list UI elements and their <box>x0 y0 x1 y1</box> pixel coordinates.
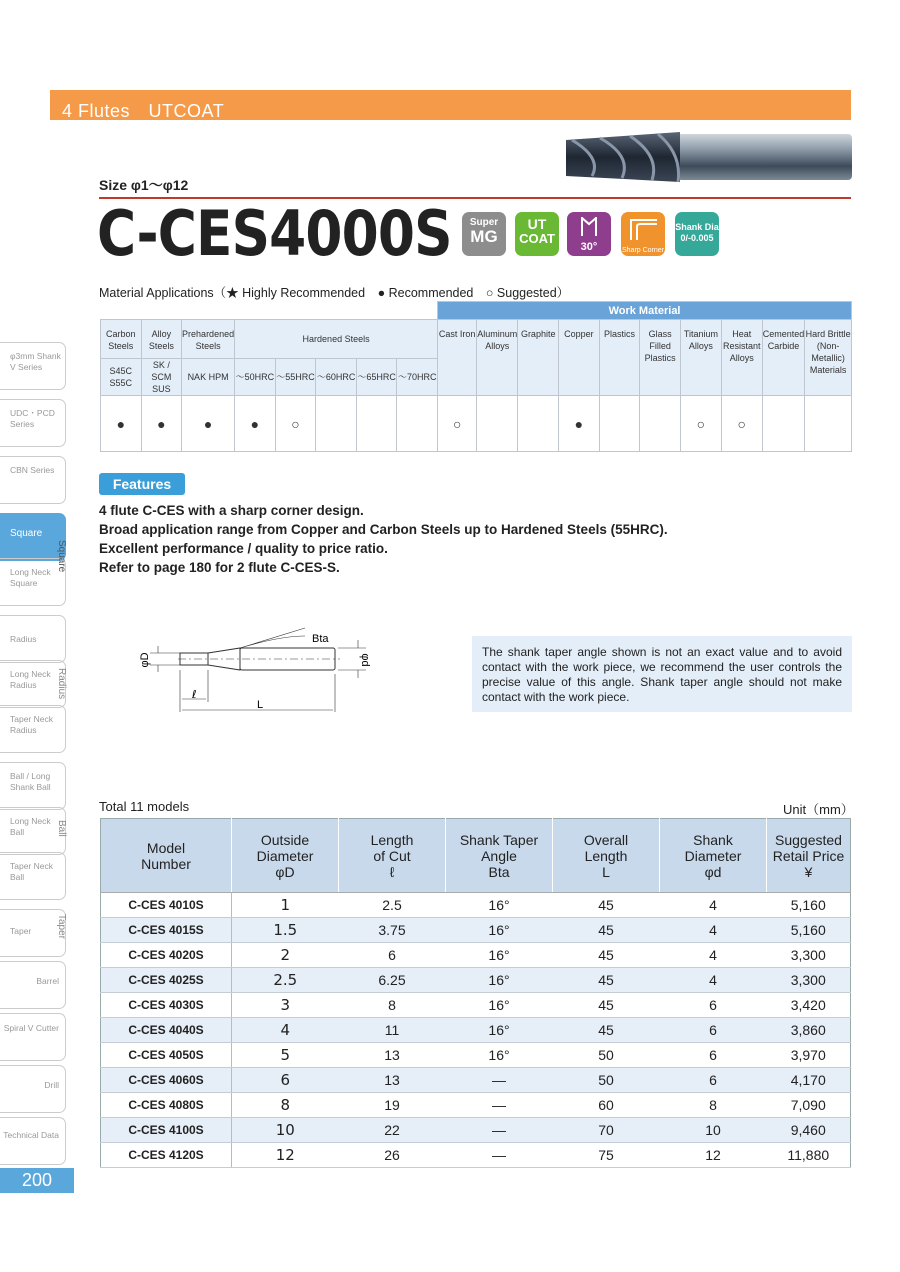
table-cell: 1 <box>232 893 339 918</box>
table-cell: 50 <box>553 1068 660 1093</box>
table-cell: 26 <box>339 1143 446 1168</box>
material-name: Cast Iron <box>438 320 477 396</box>
material-name: Alloy Steels <box>141 320 181 359</box>
table-cell: 3,300 <box>767 943 851 968</box>
column-header: Shank Diameter φd <box>660 819 767 893</box>
table-cell: C-CES 4050S <box>101 1043 232 1068</box>
suitability-mark: ○ <box>681 396 722 452</box>
table-cell: 70 <box>553 1118 660 1143</box>
sidebar-item-taper[interactable]: Taper <box>0 909 66 957</box>
table-cell: 16° <box>446 943 553 968</box>
suitability-mark <box>762 396 805 452</box>
table-cell: 16° <box>446 968 553 993</box>
table-cell: 11,880 <box>767 1143 851 1168</box>
sharp-corner-badge <box>621 212 665 256</box>
table-cell: 45 <box>553 943 660 968</box>
suitability-mark <box>805 396 852 452</box>
bta-label: Bta <box>312 633 329 645</box>
table-row <box>101 943 851 968</box>
table-cell: 16° <box>446 1018 553 1043</box>
table-cell: 6 <box>232 1068 339 1093</box>
sidebar-item-udc-pcd[interactable]: UDC・PCD Series <box>0 399 66 447</box>
feature-line: Broad application range from Copper and Carbon Steels up to Hardened Steels (55HRC). <box>99 522 668 537</box>
sidebar-item-taper-neck-ball[interactable]: Taper Neck Ball <box>0 852 66 900</box>
badge-text: Sharp Corner <box>621 247 665 254</box>
suitability-mark: ○ <box>721 396 762 452</box>
suitability-mark: ○ <box>438 396 477 452</box>
table-row <box>101 1118 851 1143</box>
badge-text: Super <box>469 217 499 228</box>
table-cell: 22 <box>339 1118 446 1143</box>
feature-line: Excellent performance / quality to price ratio. <box>99 541 388 556</box>
helix-icon <box>567 212 611 240</box>
table-cell: 1.5 <box>232 918 339 943</box>
material-name: Plastics <box>599 320 640 396</box>
table-row <box>101 1143 851 1168</box>
material-name: Copper <box>559 320 600 396</box>
column-header: Overall Length L <box>553 819 660 893</box>
suitability-mark <box>599 396 640 452</box>
table-cell: 4,170 <box>767 1068 851 1093</box>
material-name: Carbon Steels <box>101 320 142 359</box>
table-cell: C-CES 4040S <box>101 1018 232 1043</box>
hardness-range: ～70HRC <box>397 359 438 396</box>
table-cell: 4 <box>660 943 767 968</box>
table-cell: 12 <box>232 1143 339 1168</box>
spec-table <box>100 818 851 1168</box>
sidebar-group-radius: Radius <box>56 668 67 700</box>
table-cell: C-CES 4120S <box>101 1143 232 1168</box>
table-cell: 7,090 <box>767 1093 851 1118</box>
table-cell: 5,160 <box>767 893 851 918</box>
table-cell: C-CES 4030S <box>101 993 232 1018</box>
length-of-cut-label: ℓ <box>192 688 197 701</box>
hardness-range: ～60HRC <box>316 359 357 396</box>
super-mg-badge <box>462 212 506 256</box>
material-name: Aluminum Alloys <box>477 320 518 396</box>
hardness-range: ～55HRC <box>275 359 316 396</box>
badge-text: 0/-0.005 <box>680 233 714 243</box>
material-name: Cemented Carbide <box>762 320 805 396</box>
table-cell: 2 <box>232 943 339 968</box>
hardness-range: ～50HRC <box>235 359 276 396</box>
suitability-mark <box>316 396 357 452</box>
material-grade: SK / SCM SUS <box>141 359 181 396</box>
material-grade: NAK HPM <box>182 359 235 396</box>
overall-length-label: L <box>257 699 264 711</box>
suitability-mark: ● <box>235 396 276 452</box>
sidebar-group-square: Square <box>56 540 67 573</box>
table-cell: 45 <box>553 968 660 993</box>
table-cell: 11 <box>339 1018 446 1043</box>
spec-header-row <box>101 819 851 893</box>
table-row <box>101 918 851 943</box>
suitability-mark <box>356 396 397 452</box>
table-cell: 9,460 <box>767 1118 851 1143</box>
table-cell: 16° <box>446 993 553 1018</box>
table-cell: 3.75 <box>339 918 446 943</box>
table-cell: 4 <box>660 893 767 918</box>
sidebar-item-barrel[interactable]: Barrel <box>0 961 66 1009</box>
features-tag: Features <box>99 473 185 495</box>
material-table <box>100 301 852 452</box>
table-cell: — <box>446 1143 553 1168</box>
suitability-mark <box>518 396 559 452</box>
sidebar-item-spiral-v-cutter[interactable]: Spiral V Cutter <box>0 1013 66 1061</box>
table-row <box>101 1093 851 1118</box>
table-cell: 16° <box>446 918 553 943</box>
table-cell: 6 <box>660 993 767 1018</box>
table-cell: 4 <box>660 968 767 993</box>
table-cell: 8 <box>660 1093 767 1118</box>
helix-angle-badge <box>567 212 611 256</box>
page-number: 200 <box>0 1168 74 1193</box>
hardness-range: ～65HRC <box>356 359 397 396</box>
total-models: Total 11 models <box>99 799 190 814</box>
dimension-diagram <box>130 622 380 722</box>
table-cell: 12 <box>660 1143 767 1168</box>
table-row <box>101 1068 851 1093</box>
sidebar-item-cbn[interactable]: CBN Series <box>0 456 66 504</box>
suitability-mark: ● <box>101 396 142 452</box>
table-cell: 45 <box>553 993 660 1018</box>
table-cell: C-CES 4100S <box>101 1118 232 1143</box>
end-mill-image <box>562 128 854 186</box>
table-cell: 2.5 <box>339 893 446 918</box>
table-row <box>101 968 851 993</box>
section-header-bar <box>50 90 851 120</box>
table-row <box>101 1043 851 1068</box>
material-name: Hard Brittle (Non-Metallic) Materials <box>805 320 852 396</box>
shank-dia-badge <box>675 212 719 256</box>
material-name: Hardened Steels <box>235 320 438 359</box>
table-cell: — <box>446 1118 553 1143</box>
badge-text: Shank Dia <box>675 222 719 232</box>
sidebar-item-drill[interactable]: Drill <box>0 1065 66 1113</box>
material-name: Titanium Alloys <box>681 320 722 396</box>
table-cell: 10 <box>660 1118 767 1143</box>
sidebar-item-square[interactable]: Square <box>0 513 66 561</box>
column-header: Length of Cut ℓ <box>339 819 446 893</box>
suitability-mark: ● <box>141 396 181 452</box>
utcoat-badge <box>515 212 559 256</box>
sidebar-item-taper-neck-radius[interactable]: Taper Neck Radius <box>0 705 66 753</box>
sidebar-item-long-neck-square[interactable]: Long Neck Square <box>0 558 66 606</box>
badge-text: UT <box>527 216 547 232</box>
table-cell: 3,420 <box>767 993 851 1018</box>
sidebar-item-long-neck-radius[interactable]: Long Neck Radius <box>0 660 66 708</box>
column-header: Model Number <box>101 819 232 893</box>
work-material-header: Work Material <box>438 302 852 320</box>
table-cell: 13 <box>339 1043 446 1068</box>
table-cell: 16° <box>446 1043 553 1068</box>
table-cell: — <box>446 1068 553 1093</box>
table-cell: 19 <box>339 1093 446 1118</box>
taper-angle-note: The shank taper angle shown is not an exact value and to avoid contact with the work piece, we recommend the user controls the precise value of this angle. Shank taper angle should not make contact with the work piece. <box>472 636 852 712</box>
table-cell: C-CES 4015S <box>101 918 232 943</box>
table-cell: 6.25 <box>339 968 446 993</box>
suitability-mark <box>397 396 438 452</box>
table-cell: 3 <box>232 993 339 1018</box>
table-cell: 60 <box>553 1093 660 1118</box>
table-cell: 2.5 <box>232 968 339 993</box>
section-title: 4 Flutes UTCOAT <box>62 101 225 121</box>
sharp-corner-icon <box>621 212 665 242</box>
suitability-mark <box>477 396 518 452</box>
suitability-mark: ● <box>559 396 600 452</box>
material-name: Graphite <box>518 320 559 396</box>
material-legend: Material Applications（★ Highly Recommended ● Recommended ○ Suggested） <box>99 286 570 300</box>
table-cell: 8 <box>232 1093 339 1118</box>
table-row <box>101 1018 851 1043</box>
table-cell: 4 <box>232 1018 339 1043</box>
sidebar-group-taper: Taper <box>56 914 67 940</box>
sidebar-item-v-series[interactable]: φ3mm Shank V Series <box>0 342 66 390</box>
material-name: Prehardened Steels <box>182 320 235 359</box>
column-header: Outside Diameter φD <box>232 819 339 893</box>
table-cell: 13 <box>339 1068 446 1093</box>
outside-diameter-label: φD <box>139 652 151 668</box>
table-cell: C-CES 4020S <box>101 943 232 968</box>
table-cell: 75 <box>553 1143 660 1168</box>
badge-text: COAT <box>519 231 555 246</box>
feature-line: Refer to page 180 for 2 flute C-CES-S. <box>99 560 340 575</box>
table-cell: 50 <box>553 1043 660 1068</box>
table-cell: C-CES 4080S <box>101 1093 232 1118</box>
sidebar-item-long-neck-ball[interactable]: Long Neck Ball <box>0 807 66 855</box>
material-grade: S45C S55C <box>101 359 142 396</box>
unit-label: Unit（mm） <box>783 802 854 817</box>
sidebar-item-technical-data[interactable]: Technical Data <box>0 1117 66 1165</box>
table-cell: 45 <box>553 1018 660 1043</box>
column-header: Shank Taper Angle Bta <box>446 819 553 893</box>
table-cell: 8 <box>339 993 446 1018</box>
table-cell: C-CES 4025S <box>101 968 232 993</box>
table-cell: 10 <box>232 1118 339 1143</box>
table-cell: 6 <box>660 1043 767 1068</box>
table-cell: 45 <box>553 893 660 918</box>
feature-line: 4 flute C-CES with a sharp corner design. <box>99 503 364 518</box>
table-row <box>101 893 851 918</box>
badge-text: 30° <box>580 241 598 253</box>
table-row <box>101 993 851 1018</box>
suitability-mark: ● <box>182 396 235 452</box>
badge-text: MG <box>470 227 498 246</box>
model-series-title: C-CES4000S <box>97 197 452 270</box>
material-name: Heat Resistant Alloys <box>721 320 762 396</box>
table-cell: — <box>446 1093 553 1118</box>
table-cell: 6 <box>660 1018 767 1043</box>
table-cell: 4 <box>660 918 767 943</box>
size-range: Size φ1～φ12 <box>99 177 189 193</box>
table-cell: 5,160 <box>767 918 851 943</box>
suitability-mark <box>640 396 681 452</box>
sidebar-item-ball-long-shank[interactable]: Ball / Long Shank Ball <box>0 762 66 810</box>
material-name: Glass Filled Plastics <box>640 320 681 396</box>
sidebar-group-ball: Ball <box>56 820 67 837</box>
table-cell: 45 <box>553 918 660 943</box>
sidebar-item-radius[interactable]: Radius <box>0 615 66 663</box>
table-cell: 3,970 <box>767 1043 851 1068</box>
table-cell: C-CES 4010S <box>101 893 232 918</box>
table-cell: 16° <box>446 893 553 918</box>
table-cell: 6 <box>660 1068 767 1093</box>
suitability-mark: ○ <box>275 396 316 452</box>
table-cell: 3,860 <box>767 1018 851 1043</box>
table-cell: 6 <box>339 943 446 968</box>
table-cell: 5 <box>232 1043 339 1068</box>
column-header: Suggested Retail Price ¥ <box>767 819 851 893</box>
table-cell: C-CES 4060S <box>101 1068 232 1093</box>
table-cell: 3,300 <box>767 968 851 993</box>
shank-diameter-label: φd <box>359 653 371 667</box>
